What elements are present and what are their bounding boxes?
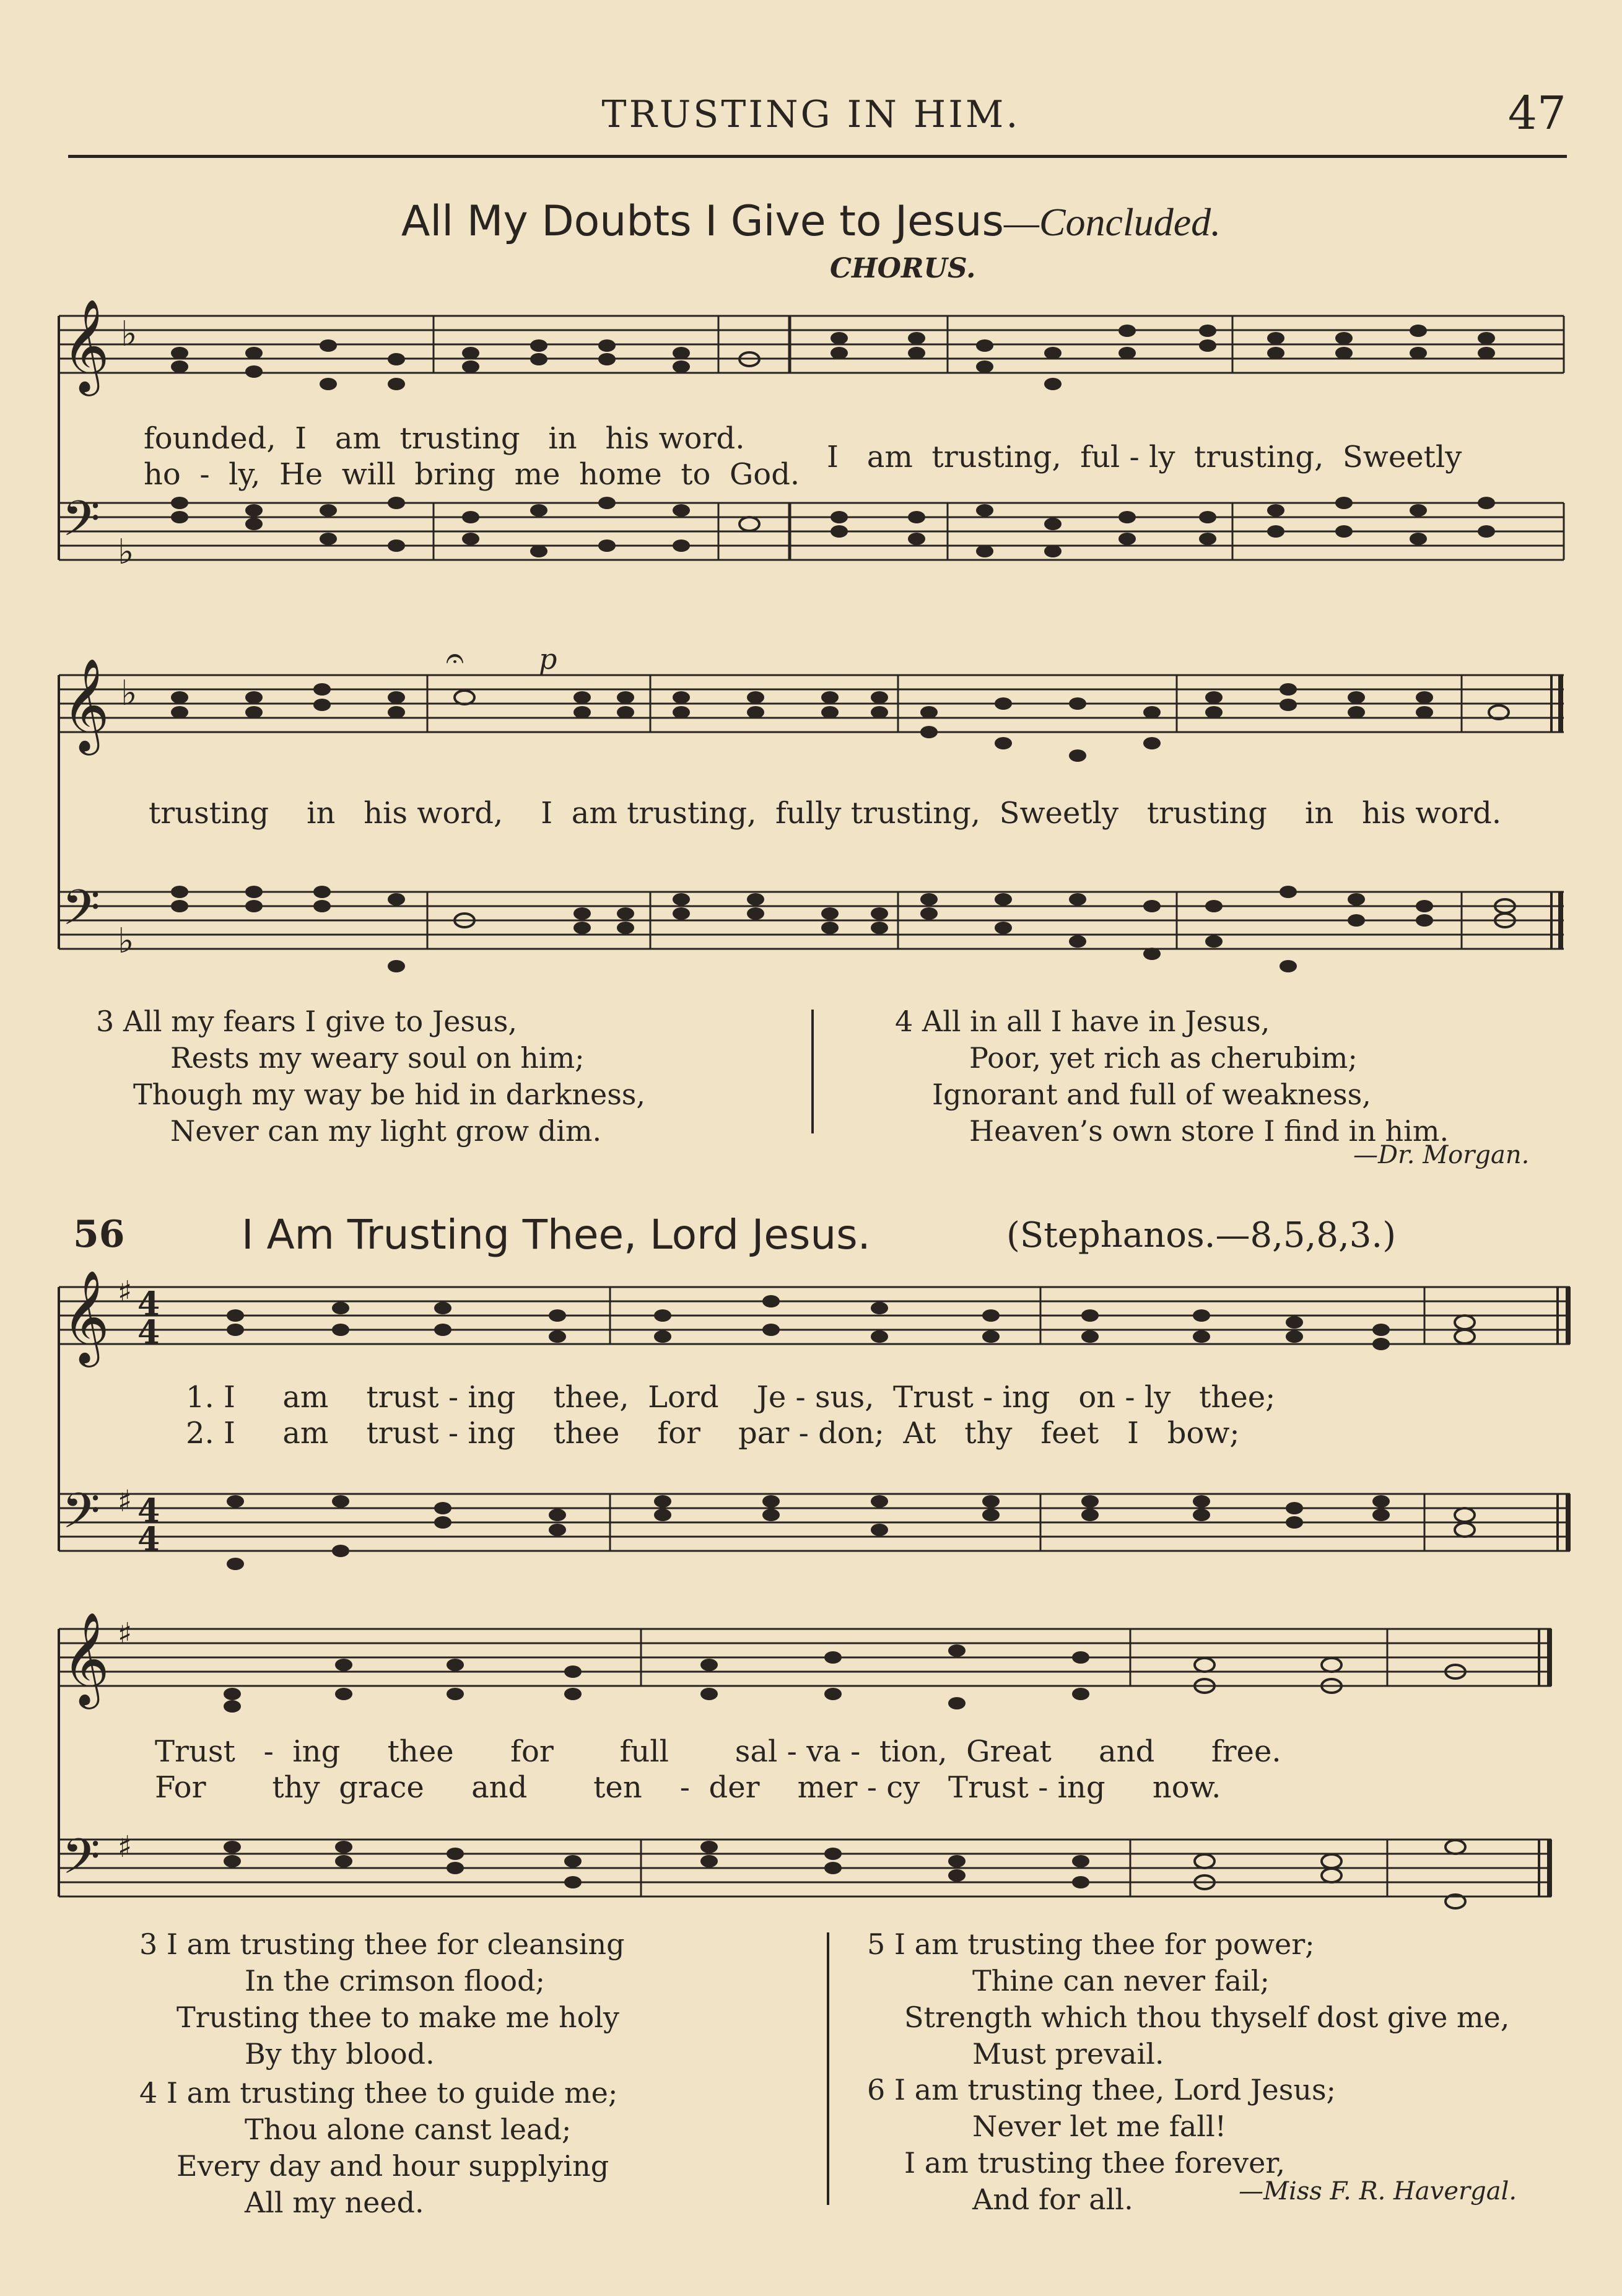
svg-text:𝄢: 𝄢 xyxy=(62,879,100,948)
svg-text:𝄞: 𝄞 xyxy=(62,298,110,392)
svg-text:♯: ♯ xyxy=(118,1484,133,1519)
chorus-label: CHORUS. xyxy=(830,253,976,284)
svg-text:𝄞: 𝄞 xyxy=(62,1611,110,1705)
song1-chorus-lyric: I am trusting, ful - ly trusting, Sweetly xyxy=(827,440,1462,474)
hymn-title: I Am Trusting Thee, Lord Jesus. xyxy=(242,1211,871,1259)
song2-verse-4: 4 I am trusting thee to guide me; Thou alone canst lead; Every day and hour supplying All my need. xyxy=(139,2076,618,2219)
page-number: 47 xyxy=(1507,87,1566,140)
song2-verse-5: 5 I am trusting thee for power; Thine can never fail; Strength which thou thyself dost give me, Must prevail. xyxy=(867,1927,1510,2071)
song1-system1-lyric-line2: ho - ly, He will bring me home to God. xyxy=(144,457,800,492)
svg-text:𝄢: 𝄢 xyxy=(62,1828,100,1897)
song2-system1-lyric-line1: 1. I am trust - ing thee, Lord Je - sus, Trust - ing on - ly thee; xyxy=(186,1380,1276,1415)
verse-divider xyxy=(811,1010,814,1133)
song2-author: —Miss F. R. Havergal. xyxy=(1239,2177,1517,2206)
svg-text:♯: ♯ xyxy=(118,1617,133,1651)
svg-text:4: 4 xyxy=(137,1314,160,1351)
svg-text:4: 4 xyxy=(137,1285,160,1323)
tune-name: (Stephanos.—8,5,8,3.) xyxy=(1006,1215,1397,1255)
song1-author: —Dr. Morgan. xyxy=(1353,1141,1530,1169)
verse-divider-2 xyxy=(827,1932,829,2205)
song1-verse-3: 3 All my fears I give to Jesus, Rests my weary soul on him; Though my way be hid in darkness, Never can my light grow dim. xyxy=(96,1005,646,1148)
song1-system1-lyric-line1: founded, I am trusting in his word. xyxy=(144,421,745,456)
running-title: TRUSTING IN HIM. xyxy=(601,93,1021,136)
song1-verse-4: 4 All in all I have in Jesus, Poor, yet rich as cherubim; Ignorant and full of weakness, Heaven’s own store I find in him. xyxy=(895,1005,1449,1148)
svg-text:♯: ♯ xyxy=(118,1830,133,1864)
svg-text:𝄐: 𝄐 xyxy=(446,640,464,677)
svg-text:𝄢: 𝄢 xyxy=(62,1482,100,1552)
song-title-text: All My Doubts I Give to Jesus xyxy=(401,197,1004,246)
song2-verse-3: 3 I am trusting thee for cleansing In the crimson flood; Trusting thee to make me holy By thy blood. xyxy=(139,1927,625,2071)
svg-text:♭: ♭ xyxy=(121,314,137,354)
svg-text:p: p xyxy=(539,642,557,676)
song-title xyxy=(0,197,1622,246)
header-rule xyxy=(68,155,1567,158)
svg-text:𝄞: 𝄞 xyxy=(62,657,110,751)
svg-text:♯: ♯ xyxy=(118,1275,133,1309)
song2-verse-6: 6 I am trusting thee, Lord Jesus; Never let me fall! I am trusting thee forever, And for all. xyxy=(867,2073,1336,2216)
svg-text:4: 4 xyxy=(137,1521,160,1558)
svg-text:♭: ♭ xyxy=(118,532,134,572)
svg-text:𝄢: 𝄢 xyxy=(62,490,100,559)
hymn-number: 56 xyxy=(73,1213,125,1256)
song1-system2-lyrics: trusting in his word, I am trusting, fully trusting, Sweetly trusting in his word. xyxy=(149,796,1502,831)
svg-text:♭: ♭ xyxy=(121,673,137,714)
svg-text:♭: ♭ xyxy=(118,921,134,961)
svg-text:𝄞: 𝄞 xyxy=(62,1269,110,1363)
song2-system2-lyric-line1: Trust - ing thee for full sal - va - tion, Great and free. xyxy=(155,1734,1281,1769)
svg-text:4: 4 xyxy=(137,1492,160,1530)
song-title-suffix: —Concluded. xyxy=(1003,200,1221,244)
song2-system1-lyric-line2: 2. I am trust - ing thee for par - don; At thy feet I bow; xyxy=(186,1416,1240,1451)
song2-system2-lyric-line2: For thy grace and ten - der mer - cy Trust - ing now. xyxy=(155,1770,1221,1805)
